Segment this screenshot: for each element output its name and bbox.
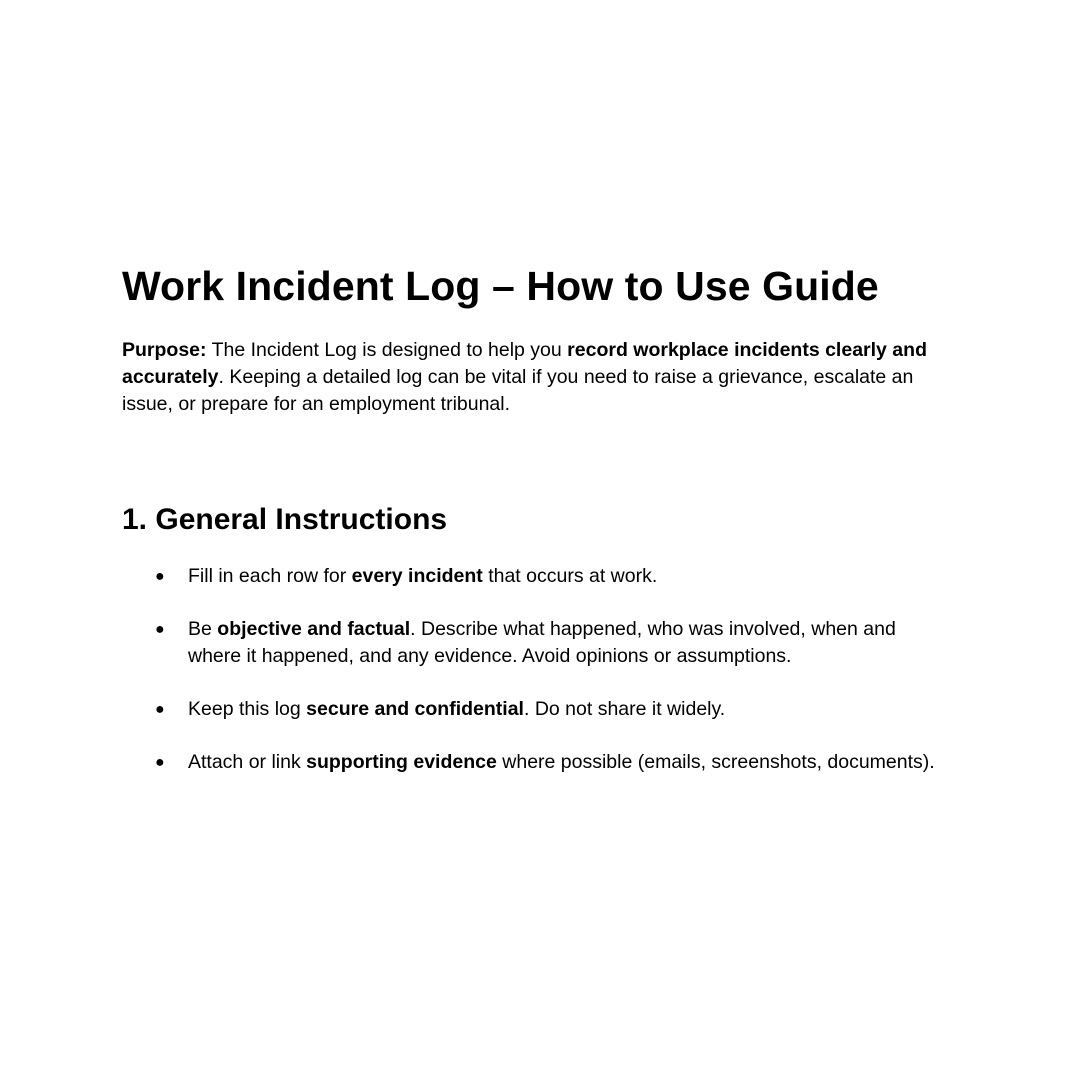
instructions-list	[122, 563, 942, 776]
list-item-text: Be	[188, 618, 218, 640]
page-title: Work Incident Log – How to Use Guide	[122, 263, 879, 309]
list-item-text: Keep this log	[188, 698, 307, 720]
list-item-text: Fill in each row for	[188, 565, 352, 587]
purpose-text-1: The Incident Log is designed to help you	[206, 339, 568, 361]
list-item-emphasis: supporting evidence	[306, 751, 497, 773]
list-item	[122, 616, 942, 670]
bullet-icon: ●	[155, 621, 165, 638]
bullet-icon: ●	[155, 754, 165, 771]
document-page	[122, 262, 942, 802]
list-item	[122, 696, 942, 723]
list-item-text: that occurs at work.	[482, 565, 658, 587]
list-item	[122, 563, 942, 590]
list-item-emphasis: every incident	[351, 565, 483, 587]
list-item	[122, 749, 942, 776]
purpose-emphasis: record workplace incidents clearly and accurately	[122, 339, 927, 388]
list-item-text: . Do not share it widely.	[523, 698, 726, 720]
list-item-emphasis: secure and confidential	[306, 698, 524, 720]
purpose-text-2: . Keeping a detailed log can be vital if you need to raise a grievance, escalate an issue, or prepare for an employment tribunal.	[122, 366, 914, 415]
bullet-icon: ●	[155, 701, 165, 718]
list-item-text: Attach or link	[188, 751, 307, 773]
bullet-icon: ●	[155, 568, 165, 585]
list-item-emphasis: objective and factual	[217, 618, 411, 640]
purpose-paragraph	[122, 337, 942, 418]
purpose-label: Purpose:	[122, 339, 207, 361]
list-item-text: . Describe what happened, who was involved, when and where it happened, and any evidence. Avoid opinions or assumptions.	[188, 618, 896, 667]
section-heading-general-instructions: 1. General Instructions	[122, 503, 448, 536]
list-item-text: where possible (emails, screenshots, documents).	[496, 751, 935, 773]
